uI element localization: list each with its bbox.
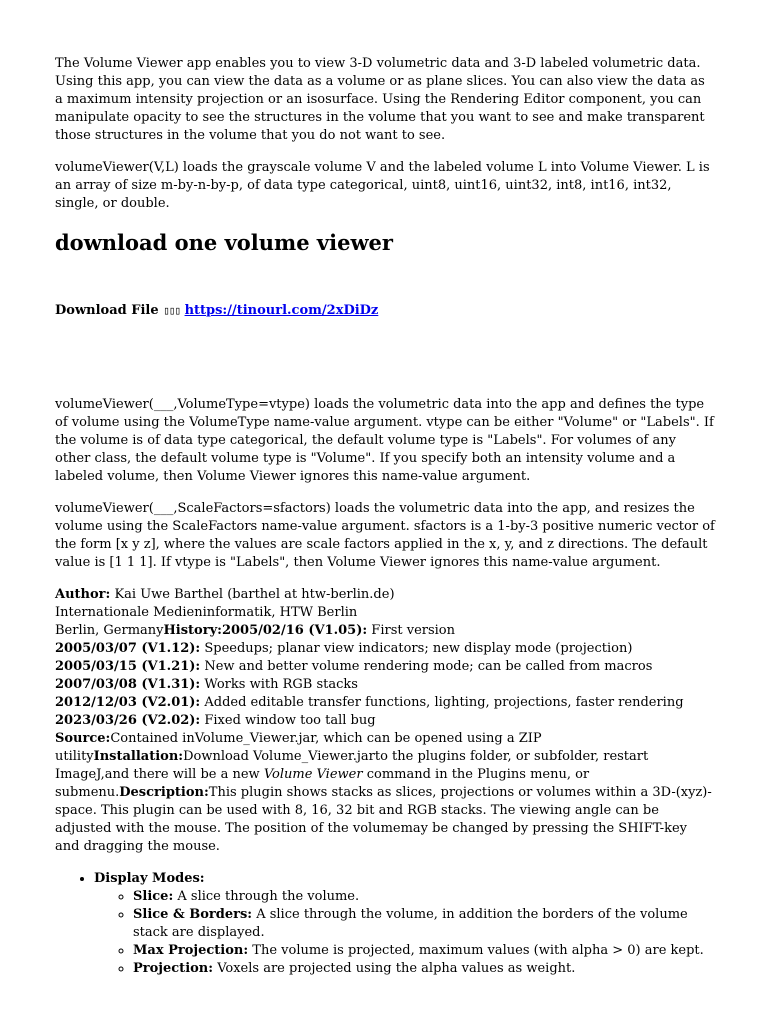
source-label: Source: <box>55 731 111 746</box>
history-text: New and better volume rendering mode; can be called from macros <box>200 659 653 674</box>
page-heading: download one volume viewer <box>55 230 393 255</box>
source-value: Contained inVolume_Viewer.jar, which can be opened using a ZIP utility <box>55 731 542 764</box>
history-date: 2023/03/26 (V2.02): <box>55 713 201 728</box>
plugin-info <box>55 586 715 856</box>
history-text: Fixed window too tall bug <box>200 713 376 728</box>
affiliation: Internationale Medieninformatik, HTW Berlin <box>55 605 358 620</box>
placeholder-glyphs: ▯▯▯ <box>163 304 181 317</box>
history-text: Speedups; planar view indicators; new display mode (projection) <box>200 641 633 656</box>
history-date: 2012/12/03 (V2.01): <box>55 695 201 710</box>
installation-label: Installation: <box>93 749 184 764</box>
usage-paragraph-volume-type: volumeViewer(___,VolumeType=vtype) loads the volumetric data into the app and defines the type of volume using the VolumeType name-value argument. vtype can be either "Volume" or "Labels". If the volume is of data type categorical, the default volume type is "Labels". For volumes of any other class, the default volume type is "Volume". If you specify both an intensity volume and a labeled volume, then Volume Viewer ignores this name-value argument. <box>55 397 714 484</box>
download-line <box>55 302 715 320</box>
list-item <box>133 960 715 978</box>
download-link[interactable]: https://tinourl.com/2xDiDz <box>184 303 379 318</box>
history-text: Added editable transfer functions, lighting, projections, faster rendering <box>200 695 684 710</box>
location: Berlin, Germany <box>55 623 164 638</box>
usage-paragraph-volume-label: volumeViewer(V,L) loads the grayscale volume V and the labeled volume L into Volume Viewer. L is an array of size m-by-n-by-p, of data type categorical, uint8, uint16, uint32, int8, int16, int32, single, or double. <box>55 160 710 211</box>
history-text: First version <box>367 623 456 638</box>
description-label: Description: <box>119 785 209 800</box>
description-value: This plugin shows stacks as slices, projections or volumes within a 3D-(xyz)-space. This plugin can be used with 8, 16, 32 bit and RGB stacks. The viewing angle can be adjusted with the mouse. The position of the volumemay be changed by pressing the SHIFT-key and dragging the mouse. <box>55 785 712 854</box>
command-name: Volume Viewer <box>263 767 363 782</box>
mode-label: Slice: <box>133 889 174 904</box>
mode-label: Max Projection: <box>133 943 249 958</box>
author-value: Kai Uwe Barthel (barthel at htw-berlin.de) <box>110 587 395 602</box>
author-label: Author: <box>55 587 111 602</box>
list-item <box>133 888 715 906</box>
display-modes-title: Display Modes: <box>94 871 205 886</box>
usage-paragraph-scale-factors: volumeViewer(___,ScaleFactors=sfactors) loads the volumetric data into the app, and resizes the volume using the ScaleFactors name-value argument. sfactors is a 1-by-3 positive numeric vector of the form [x y z], where the values are scale factors applied in the x, y, and z directions. The default value is [1 1 1]. If vtype is "Labels", then Volume Viewer ignores this name-value argument. <box>55 501 715 570</box>
history-date: 2005/03/07 (V1.12): <box>55 641 201 656</box>
history-date: 2005/03/15 (V1.21): <box>55 659 201 674</box>
mode-text: A slice through the volume. <box>173 889 360 904</box>
mode-text: The volume is projected, maximum values (with alpha > 0) are kept. <box>248 943 704 958</box>
mode-label: Slice & Borders: <box>133 907 253 922</box>
history-label: History: <box>163 623 222 638</box>
list-item <box>133 906 715 942</box>
document-page <box>55 55 715 978</box>
history-date: 2005/02/16 (V1.05): <box>221 623 368 638</box>
display-modes-list <box>55 870 715 978</box>
intro-paragraph: The Volume Viewer app enables you to view 3-D volumetric data and 3-D labeled volumetric data. Using this app, you can view the data as a volume or as plane slices. You can also view the data as a maximum intensity projection or an isosurface. Using the Rendering Editor component, you can manipulate opacity to see the structures in the volume that you want to see and make transparent those structures in the volume that you do not want to see. <box>55 56 705 143</box>
installation-value: Download Volume_Viewer.jarto the plugins folder, or subfolder, restart ImageJ,and there will be a new <box>55 749 649 782</box>
list-item <box>94 870 715 978</box>
download-label: Download File <box>55 303 159 318</box>
list-item <box>133 942 715 960</box>
mode-label: Projection: <box>133 961 214 976</box>
mode-text: A slice through the volume, in addition the borders of the volume stack are displayed. <box>133 907 688 940</box>
installation-value-end: command in the Plugins menu, or submenu. <box>55 767 590 800</box>
mode-text: Voxels are projected using the alpha values as weight. <box>213 961 576 976</box>
history-text: Works with RGB stacks <box>200 677 358 692</box>
history-date: 2007/03/08 (V1.31): <box>55 677 201 692</box>
display-modes-sublist <box>94 888 715 978</box>
